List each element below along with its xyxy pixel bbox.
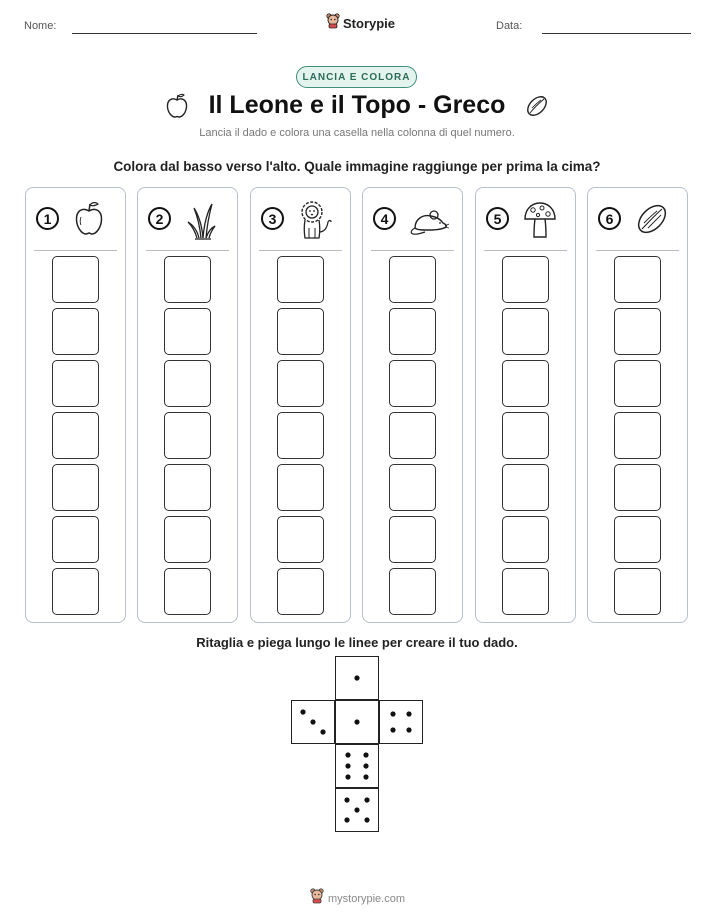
seed-icon [524, 93, 550, 124]
column-divider [371, 250, 454, 251]
mouse-icon [409, 204, 449, 241]
color-box[interactable] [164, 360, 211, 407]
column-number: 4 [373, 207, 396, 230]
color-box[interactable] [502, 360, 549, 407]
cutout-instruction: Ritaglia e piega lungo le linee per creare il tuo dado. [196, 635, 518, 650]
color-box[interactable] [614, 516, 661, 563]
color-box[interactable] [389, 464, 436, 511]
color-box[interactable] [389, 256, 436, 303]
footer-url: mystorypie.com [328, 892, 406, 905]
color-box[interactable] [52, 308, 99, 355]
column-number: 6 [598, 207, 621, 230]
color-box[interactable] [277, 412, 324, 459]
color-box[interactable] [502, 516, 549, 563]
die-face-5 [335, 788, 379, 832]
color-box[interactable] [277, 256, 324, 303]
color-box[interactable] [502, 568, 549, 615]
column-number: 5 [486, 207, 509, 230]
color-box[interactable] [277, 464, 324, 511]
color-box[interactable] [502, 412, 549, 459]
brand-logo [326, 13, 395, 34]
color-box[interactable] [502, 256, 549, 303]
color-box[interactable] [277, 516, 324, 563]
storypie-mascot-icon [326, 13, 340, 34]
column-divider [596, 250, 679, 251]
color-box[interactable] [277, 360, 324, 407]
column-number: 3 [261, 207, 284, 230]
column-6 [587, 187, 688, 623]
color-box[interactable] [164, 516, 211, 563]
seed-icon [634, 200, 670, 243]
die-face-1 [335, 656, 379, 700]
grass-icon [184, 200, 218, 245]
color-box[interactable] [614, 412, 661, 459]
color-box[interactable] [389, 412, 436, 459]
color-box[interactable] [52, 464, 99, 511]
color-box[interactable] [277, 568, 324, 615]
column-divider [34, 250, 117, 251]
column-3 [250, 187, 351, 623]
lion-icon [297, 200, 333, 245]
coloring-instruction: Colora dal basso verso l'alto. Quale immagine raggiunge per prima la cima? [113, 159, 601, 174]
column-divider [259, 250, 342, 251]
mushroom-icon [522, 200, 558, 245]
footer [310, 888, 405, 909]
activity-badge: LANCIA E COLORA [296, 66, 417, 88]
color-box[interactable] [52, 360, 99, 407]
color-box[interactable] [52, 412, 99, 459]
date-label: Data: [496, 20, 523, 32]
color-box[interactable] [164, 464, 211, 511]
color-box[interactable] [164, 412, 211, 459]
column-4 [362, 187, 463, 623]
color-box[interactable] [614, 568, 661, 615]
column-divider [146, 250, 229, 251]
color-box[interactable] [277, 308, 324, 355]
color-box[interactable] [389, 516, 436, 563]
color-box[interactable] [389, 568, 436, 615]
color-box[interactable] [389, 360, 436, 407]
die-face-6 [335, 744, 379, 788]
brand-name: Storypie [343, 16, 396, 31]
color-box[interactable] [389, 308, 436, 355]
color-box[interactable] [164, 568, 211, 615]
color-box[interactable] [164, 256, 211, 303]
color-box[interactable] [614, 256, 661, 303]
color-box[interactable] [614, 464, 661, 511]
color-box[interactable] [502, 464, 549, 511]
page-title: Il Leone e il Topo - Greco [208, 91, 506, 119]
column-1 [25, 187, 126, 623]
color-box[interactable] [502, 308, 549, 355]
die-face-4 [379, 700, 423, 744]
name-line [72, 33, 257, 34]
color-box[interactable] [614, 360, 661, 407]
column-2 [137, 187, 238, 623]
date-line [542, 33, 691, 34]
column-divider [484, 250, 567, 251]
color-box[interactable] [164, 308, 211, 355]
name-label: Nome: [24, 20, 57, 32]
color-box[interactable] [614, 308, 661, 355]
color-box[interactable] [52, 516, 99, 563]
column-number: 2 [148, 207, 171, 230]
die-face-3 [291, 700, 335, 744]
subtitle: Lancia il dado e colora una casella nella colonna di quel numero. [199, 127, 515, 139]
apple-icon [72, 200, 106, 243]
color-box[interactable] [52, 256, 99, 303]
column-number: 1 [36, 207, 59, 230]
column-5 [475, 187, 576, 623]
storypie-mascot-icon [310, 888, 324, 909]
die-face-1 [335, 700, 379, 744]
color-box[interactable] [52, 568, 99, 615]
